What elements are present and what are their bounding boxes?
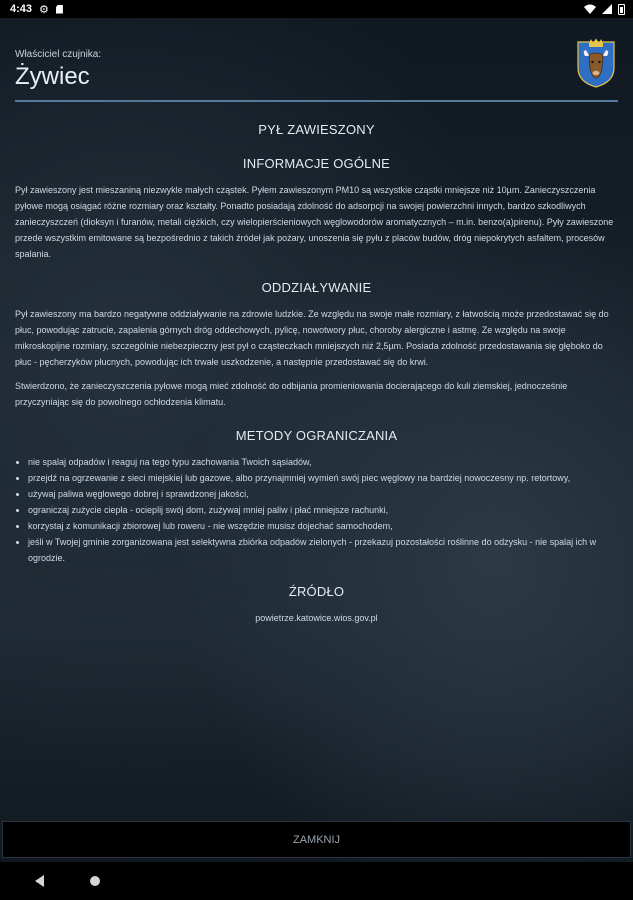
section-source-heading: ŹRÓDŁO — [288, 584, 345, 599]
status-time: 4:43 — [10, 3, 33, 15]
methods-list — [15, 454, 618, 566]
page-title: PYŁ ZAWIESZONY — [258, 122, 375, 137]
section-impact-text-1: Pył zawieszony ma bardzo negatywne oddziaływanie na zdrowie ludzkie. Ze względu na swoje małe rozmiary, z łatwością może przedostawać się do płuc, powodując zatrucie, zapalenia górnych dróg oddechowych, pylicę, nowotwory płuc, choroby alergiczne i astmę. Ze względu na swoje mikroskopijne rozmiary, szczególnie niebezpieczny jest pył o cząsteczkach mniejszych niż 2,5µm. Posiada zdolność przedostawania się głęboko do płuc - pęcherzyków płucnych, powodując ich trwałe uszkodzenie, a następnie przedostawać się do krwi. — [15, 309, 609, 367]
list-item: • jeśli w Twojej gminie zorganizowana jest selektywna zbiórka odpadów zielonych - przekazuj pozostałości roślinne do odzysku - nie spalaj ich w ogrodzie. — [28, 534, 618, 566]
status-bar — [0, 0, 633, 18]
list-item: • przejdź na ogrzewanie z sieci miejskiej lub gazowe, albo przynajmniej wymień swój piec węglowy na bardziej nowoczesny np. retortowy, — [28, 470, 618, 486]
section-general-text: Pył zawieszony jest mieszaniną niezwykle małych cząstek. Pyłem zawieszonym PM10 są wszystkie cząstki mniejsze niż 10µm. Zanieczyszczenia pyłowe mogą osiągać różne rozmiary oraz kształty. Ponadto posiadają zdolność do adsorpcji na swojej powierzchni innych, bardzo szkodliwych zanieczyszczeń (dioksyn i furanów, metali ciężkich, czy wielopierścieniowych węglowodorów aromatycznych – m.in. benzo(a)pirenu). Pyły zawieszone przede wszystkim emitowane są bezpośrednio z takich źródeł jak pożary, unoszenia się pyłu z placów budów, dróg niepokrytych asfaltem, procesów spalania. — [15, 185, 614, 259]
section-methods-heading: METODY OGRANICZANIA — [235, 428, 398, 443]
battery-icon — [618, 4, 625, 15]
wifi-icon — [584, 4, 596, 14]
source-link[interactable]: powietrze.katowice.wios.gov.pl — [255, 613, 378, 623]
coat-of-arms-icon — [576, 38, 616, 88]
owner-label: Właściciel czujnika: — [15, 49, 102, 60]
close-button-label: ZAMKNIJ — [292, 833, 341, 846]
header — [15, 38, 618, 102]
gear-icon: ⚙ — [39, 3, 49, 16]
section-impact-text-2: Stwierdzono, że zanieczyszczenia pyłowe mogą mieć zdolność do odbijania promieniowania docierającego do kuli ziemskiej, jednocześnie przyczyniając się do powolnego ochłodzenia klimatu. — [15, 381, 568, 407]
sdcard-icon — [56, 5, 63, 14]
section-general-heading: INFORMACJE OGÓLNE — [242, 156, 391, 171]
list-item: • korzystaj z komunikacji zbiorowej lub roweru - nie wszędzie musisz dojechać samochodem, — [28, 518, 618, 534]
city-title: Żywiec — [15, 63, 90, 90]
list-item: • ograniczaj zużycie ciepła - ocieplij swój dom, zużywaj mniej paliw i płać mniejsze rachunki, — [28, 502, 618, 518]
back-icon[interactable] — [35, 875, 44, 887]
section-impact-heading: ODDZIAŁYWANIE — [261, 280, 372, 295]
signal-icon — [602, 4, 612, 14]
close-button[interactable] — [2, 821, 631, 858]
navigation-bar — [0, 862, 633, 900]
list-item: • używaj paliwa węglowego dobrej i sprawdzonej jakości, — [28, 486, 618, 502]
home-icon[interactable] — [90, 876, 100, 886]
info-content — [15, 110, 618, 626]
list-item: • nie spalaj odpadów i reaguj na tego typu zachowania Twoich sąsiadów, — [28, 454, 618, 470]
